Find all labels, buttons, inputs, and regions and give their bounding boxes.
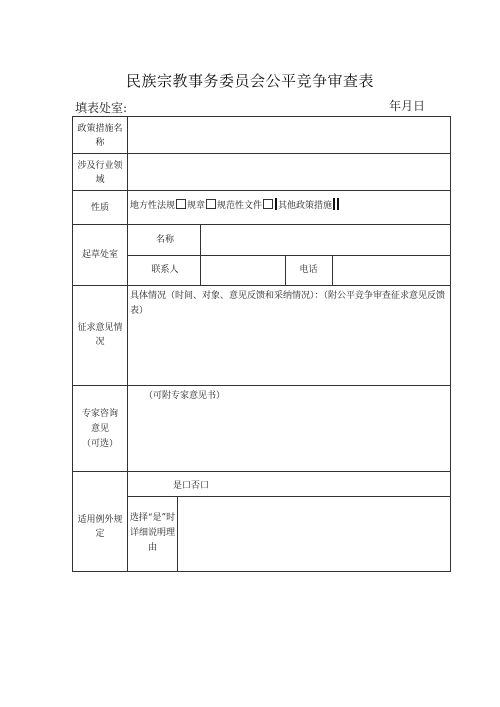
expert-label	[76, 407, 124, 452]
exception-yes-no[interactable]: 是口否口	[173, 481, 210, 491]
exception-sub-label: 选择“是”时详细说明理由	[129, 513, 176, 553]
option-normative-document: 规范性文件	[217, 201, 263, 211]
phone-label: 电话	[299, 265, 318, 275]
policy-name-field[interactable]	[129, 119, 448, 151]
checkbox-local-regulation[interactable]	[176, 199, 186, 209]
policy-name-label: 政策措施名称	[77, 124, 123, 148]
col-divider	[332, 255, 333, 285]
checkbox-rules[interactable]	[206, 199, 216, 209]
expert-label-line-2: 意见	[90, 424, 109, 434]
contact-label: 联系人	[151, 265, 179, 275]
consultation-label: 征求意见情况	[77, 323, 123, 347]
row-divider	[73, 385, 450, 386]
exception-label: 适用例外规定	[77, 515, 123, 539]
option-rules: 规章	[187, 201, 206, 211]
date-label: 年月日	[389, 99, 426, 113]
row-divider	[73, 471, 450, 472]
expert-text: （可附专家意见书）	[144, 391, 226, 401]
option-local-regulation: 地方性法规	[130, 201, 176, 211]
row-divider	[73, 153, 450, 154]
mark-bar	[275, 198, 277, 210]
row-divider	[127, 255, 450, 256]
consultation-text: 具体情况（时间、对象、意见反馈和采纳情况）：（附公平竞争审查征求意见反馈表）	[130, 291, 446, 316]
col-divider	[200, 224, 201, 285]
contact-field[interactable]	[202, 257, 283, 283]
row-divider	[73, 285, 450, 286]
nature-options	[130, 198, 340, 214]
review-form-table	[72, 116, 451, 572]
mark-bar	[337, 198, 339, 210]
phone-field[interactable]	[334, 257, 448, 283]
expert-label-line-3: （可选）	[81, 439, 118, 449]
nature-label: 性质	[90, 203, 109, 213]
mark-bar	[333, 198, 335, 210]
col-divider	[177, 496, 178, 571]
row-divider	[73, 224, 450, 225]
name-label: 名称	[155, 235, 174, 245]
col-divider	[127, 117, 128, 571]
option-other-measures: 其他政策措施	[278, 201, 333, 211]
industry-field[interactable]	[129, 156, 448, 188]
exception-reason-field[interactable]	[179, 498, 448, 569]
industry-label: 涉及行业领域	[77, 161, 123, 185]
row-divider	[127, 496, 450, 497]
expert-label-line-1: 专家咨询	[81, 409, 118, 419]
form-title: 民族宗教事务委员会公平竞争审查表	[125, 72, 374, 90]
drafting-name-field[interactable]	[202, 226, 448, 253]
row-divider	[73, 190, 450, 191]
checkbox-normative-document[interactable]	[263, 199, 273, 209]
drafting-label: 起草处室	[81, 250, 118, 260]
dept-label: 填表处室:	[75, 101, 128, 115]
